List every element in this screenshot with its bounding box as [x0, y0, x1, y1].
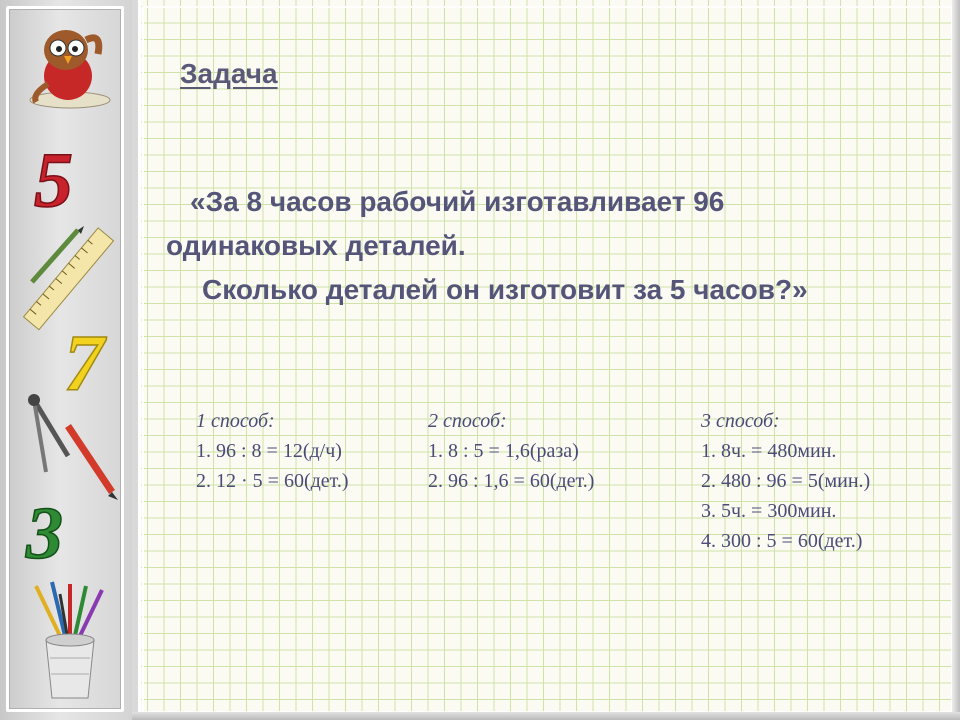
bottom-edge [132, 712, 960, 720]
method-2 [428, 406, 594, 496]
method-heading: 2 способ: [428, 410, 507, 432]
method-3 [701, 406, 870, 556]
digit-7: 7 [64, 322, 104, 400]
method-heading: 3 способ: [701, 410, 780, 432]
method-step: 1. 8ч. = 480мин. [701, 440, 837, 462]
digit-3: 3 [26, 496, 63, 568]
method-step: 4. 300 : 5 = 60(дет.) [701, 530, 863, 552]
ruler-pencil-icon [18, 226, 118, 336]
digit-3-icon [22, 496, 82, 568]
digit-7-icon [60, 322, 116, 400]
problem-line-2: Сколько деталей он изготовит за 5 часов?» [202, 274, 808, 305]
notebook-paper [138, 0, 960, 720]
digit-5: 5 [34, 140, 73, 216]
compass-icon [22, 392, 122, 502]
method-heading: 1 способ: [196, 410, 275, 432]
right-edge [952, 0, 960, 720]
problem-statement [166, 180, 826, 312]
method-step: 2. 96 : 1,6 = 60(дет.) [428, 470, 595, 492]
method-step: 3. 5ч. = 300мин. [701, 500, 837, 522]
method-step: 2. 12 · 5 = 60(дет.) [196, 470, 349, 492]
problem-line-1: «За 8 часов рабочий изготавливает 96 одинаковых деталей. [166, 186, 725, 261]
page-title: Задача [180, 58, 278, 89]
pencil-cup-icon [22, 580, 118, 706]
method-step: 2. 480 : 96 = 5(мин.) [701, 470, 871, 492]
owl-icon [22, 14, 118, 110]
method-1 [196, 406, 349, 496]
digit-5-icon [28, 140, 88, 216]
method-step: 1. 8 : 5 = 1,6(раза) [428, 440, 579, 462]
method-step: 1. 96 : 8 = 12(д/ч) [196, 440, 342, 462]
